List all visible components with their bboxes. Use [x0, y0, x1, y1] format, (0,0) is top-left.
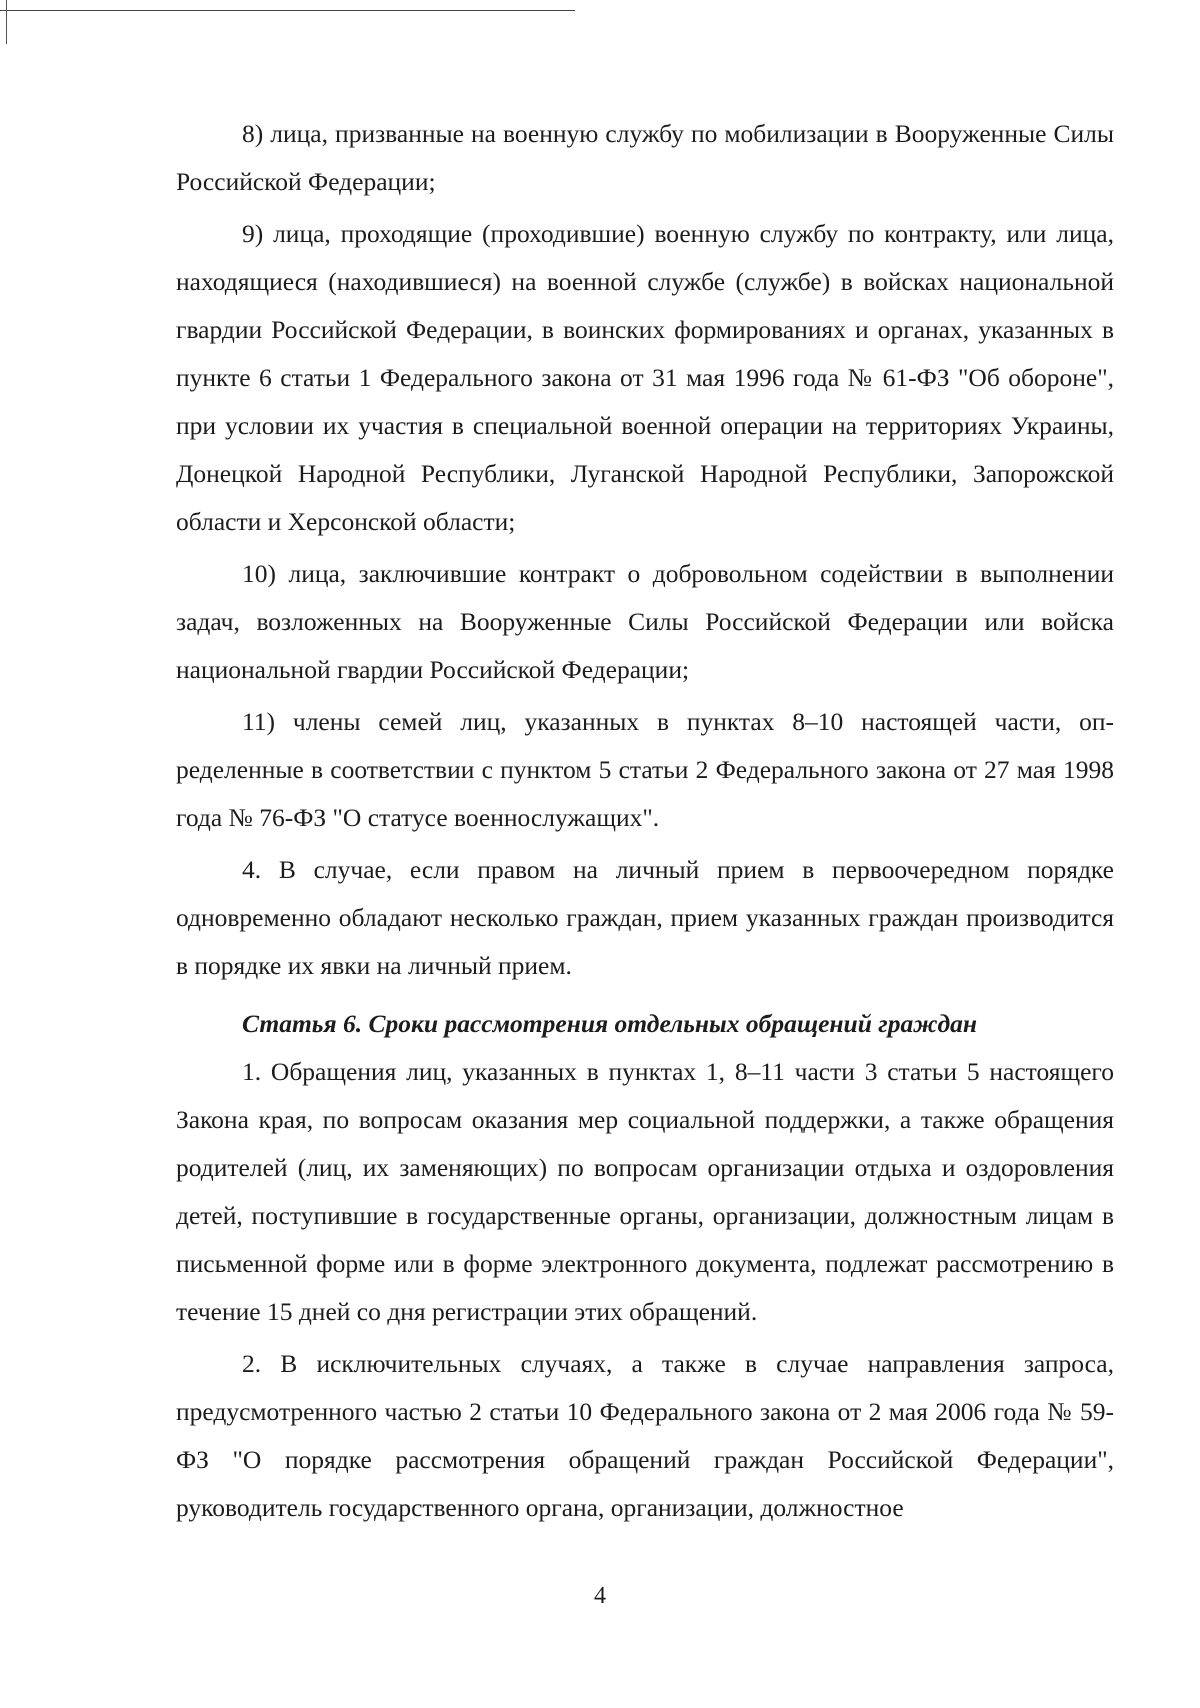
page-number: 4: [594, 1583, 606, 1609]
scan-edge-top-line: [0, 10, 575, 11]
paragraph-item-10: 10) лица, заключившие контракт о добровольном содействии в выполнении задач, возложенных на Вооруженные Силы Российской Федерации или войска национальной гвардии Российской Федерации;: [176, 559, 1114, 684]
scan-edge-left-line: [6, 0, 7, 44]
paragraph-article6-part-1: 1. Обращения лиц, указанных в пунктах 1, 8–11 части 3 статьи 5 настоящего Закона края, по вопросам оказания мер социальной поддержки, а также обращения родителей (лиц, их заменяющих) по вопросам организации отдыха и оздоровления детей, поступившие в государственные органы, организации, должностным лицам в письменной форме или в форме электронного документа, подлежат рассмотрению в течение 15 дней со дня регистрации этих обращений.: [176, 1057, 1114, 1326]
paragraph-item-9: 9) лица, проходящие (проходившие) военную службу по контракту, или лица, находящиеся (находившиеся) на военной службе (службе) в войсках национальной гвардии Российской Федерации, в воинских формированиях и органах, указанных в пункте 6 статьи 1 Федерального закона от 31 мая 1996 года № 61-ФЗ "Об обороне", при условии их участия в специальной военной операции на территориях Украины, Донецкой Народной Республики, Луганской Народной Республики, Запорожской области и Херсонской области;: [176, 219, 1114, 536]
paragraph-item-11: 11) члены семей лиц, указанных в пунктах 8–10 настоящей части, определенные в соответствии с пунктом 5 статьи 2 Федерального закона от 27 мая 1998 года № 76-ФЗ "О статусе военнослужащих".: [176, 707, 1114, 832]
article-heading: Статья 6. Сроки рассмотрения отдельных обращений граждан: [242, 1009, 978, 1038]
paragraph-item-8: 8) лица, призванные на военную службу по мобилизации в Вооруженные Силы Российской Федерации;: [176, 119, 1114, 196]
paragraph-article6-part-2: 2. В исключительных случаях, а также в случае направления запроса, предусмотренного частью 2 статьи 10 Федерального закона от 2 мая 2006 года № 59-ФЗ "О порядке рассмотрения обращений граждан Российской Федерации", руководитель государственного органа, организации, должностное: [176, 1349, 1114, 1522]
document-page: [176, 110, 1114, 1536]
paragraph-part-4: 4. В случае, если правом на личный прием в первоочередном порядке одновременно обладают несколько граждан, прием указанных граждан производится в порядке их явки на личный прием.: [176, 855, 1114, 980]
